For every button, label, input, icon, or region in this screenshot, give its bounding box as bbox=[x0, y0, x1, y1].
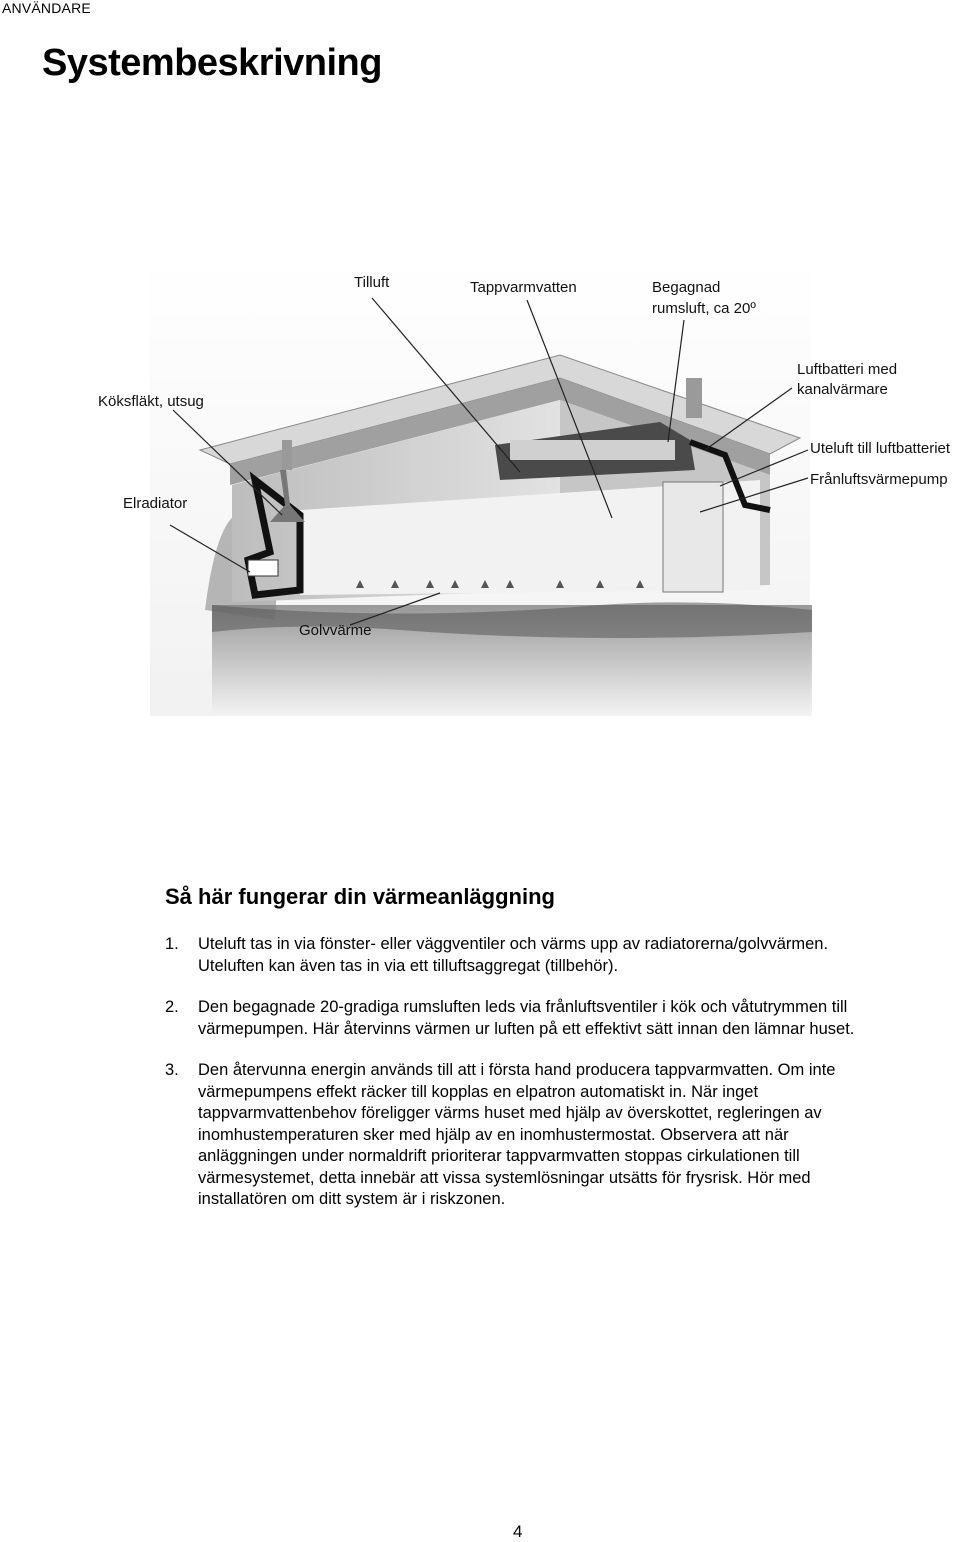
label-luftbatteri-2: kanalvärmare bbox=[797, 381, 888, 398]
label-franluftsvarmepump: Frånluftsvärmepump bbox=[810, 471, 948, 488]
step-number: 3. bbox=[165, 1061, 179, 1079]
page-title: Systembeskrivning bbox=[42, 42, 382, 84]
section-label: ANVÄNDARE bbox=[2, 0, 91, 16]
list-item bbox=[165, 1060, 885, 1211]
label-koksflakt: Köksfläkt, utsug bbox=[98, 393, 204, 410]
section-heading: Så här fungerar din värmeanläggning bbox=[165, 884, 555, 909]
label-elradiator: Elradiator bbox=[123, 495, 188, 512]
label-tappvarmvatten: Tappvarmvatten bbox=[470, 279, 577, 296]
list-item bbox=[165, 997, 885, 1040]
label-uteluft-luftbatteriet: Uteluft till luftbatteriet bbox=[810, 440, 951, 457]
label-begagnad-1: Begagnad bbox=[652, 279, 721, 296]
list-item bbox=[165, 934, 885, 977]
step-text: Uteluft tas in via fönster- eller väggventiler och värms upp av radiatorerna/golvvärmen. Uteluften kan även tas in via ett tilluftsaggregat (tillbehör). bbox=[198, 935, 829, 975]
house-heating-illustration bbox=[0, 260, 960, 730]
label-golvvarme: Golvvärme bbox=[299, 622, 372, 639]
page-number: 4 bbox=[513, 1522, 523, 1541]
step-text: Den återvunna energin används till att i första hand producera tappvarmvatten. Om inte värmepumpens effekt räcker till kopplas en elpatron automatiskt in. När inget tappvarmvattenbehov föreligger värms huset med hjälp av överskottet, regleringen av inomhustemperaturen sker med hjälp av en inomhustermostat. Observera att när anläggningen under normaldrift prioriterar tappvarmvatten stoppas cirkulationen till värmesystemet, detta innebär att vissa systemlösningar utsätts för frysrisk. Hör med installatören om ditt system är i riskzonen. bbox=[198, 1061, 836, 1208]
step-number: 1. bbox=[165, 935, 179, 953]
step-text: Den begagnade 20-gradiga rumsluften leds via frånluftsventiler i kök och våtutrymmen till värmepumpen. Här återvinns värmen ur luften på ett effektivt sätt innan den lämnar huset. bbox=[198, 998, 855, 1038]
label-tilluft: Tilluft bbox=[354, 274, 390, 291]
step-number: 2. bbox=[165, 998, 179, 1016]
steps-list bbox=[165, 934, 885, 1231]
label-begagnad-2: rumsluft, ca 20º bbox=[652, 300, 756, 317]
label-luftbatteri-1: Luftbatteri med bbox=[797, 361, 898, 378]
